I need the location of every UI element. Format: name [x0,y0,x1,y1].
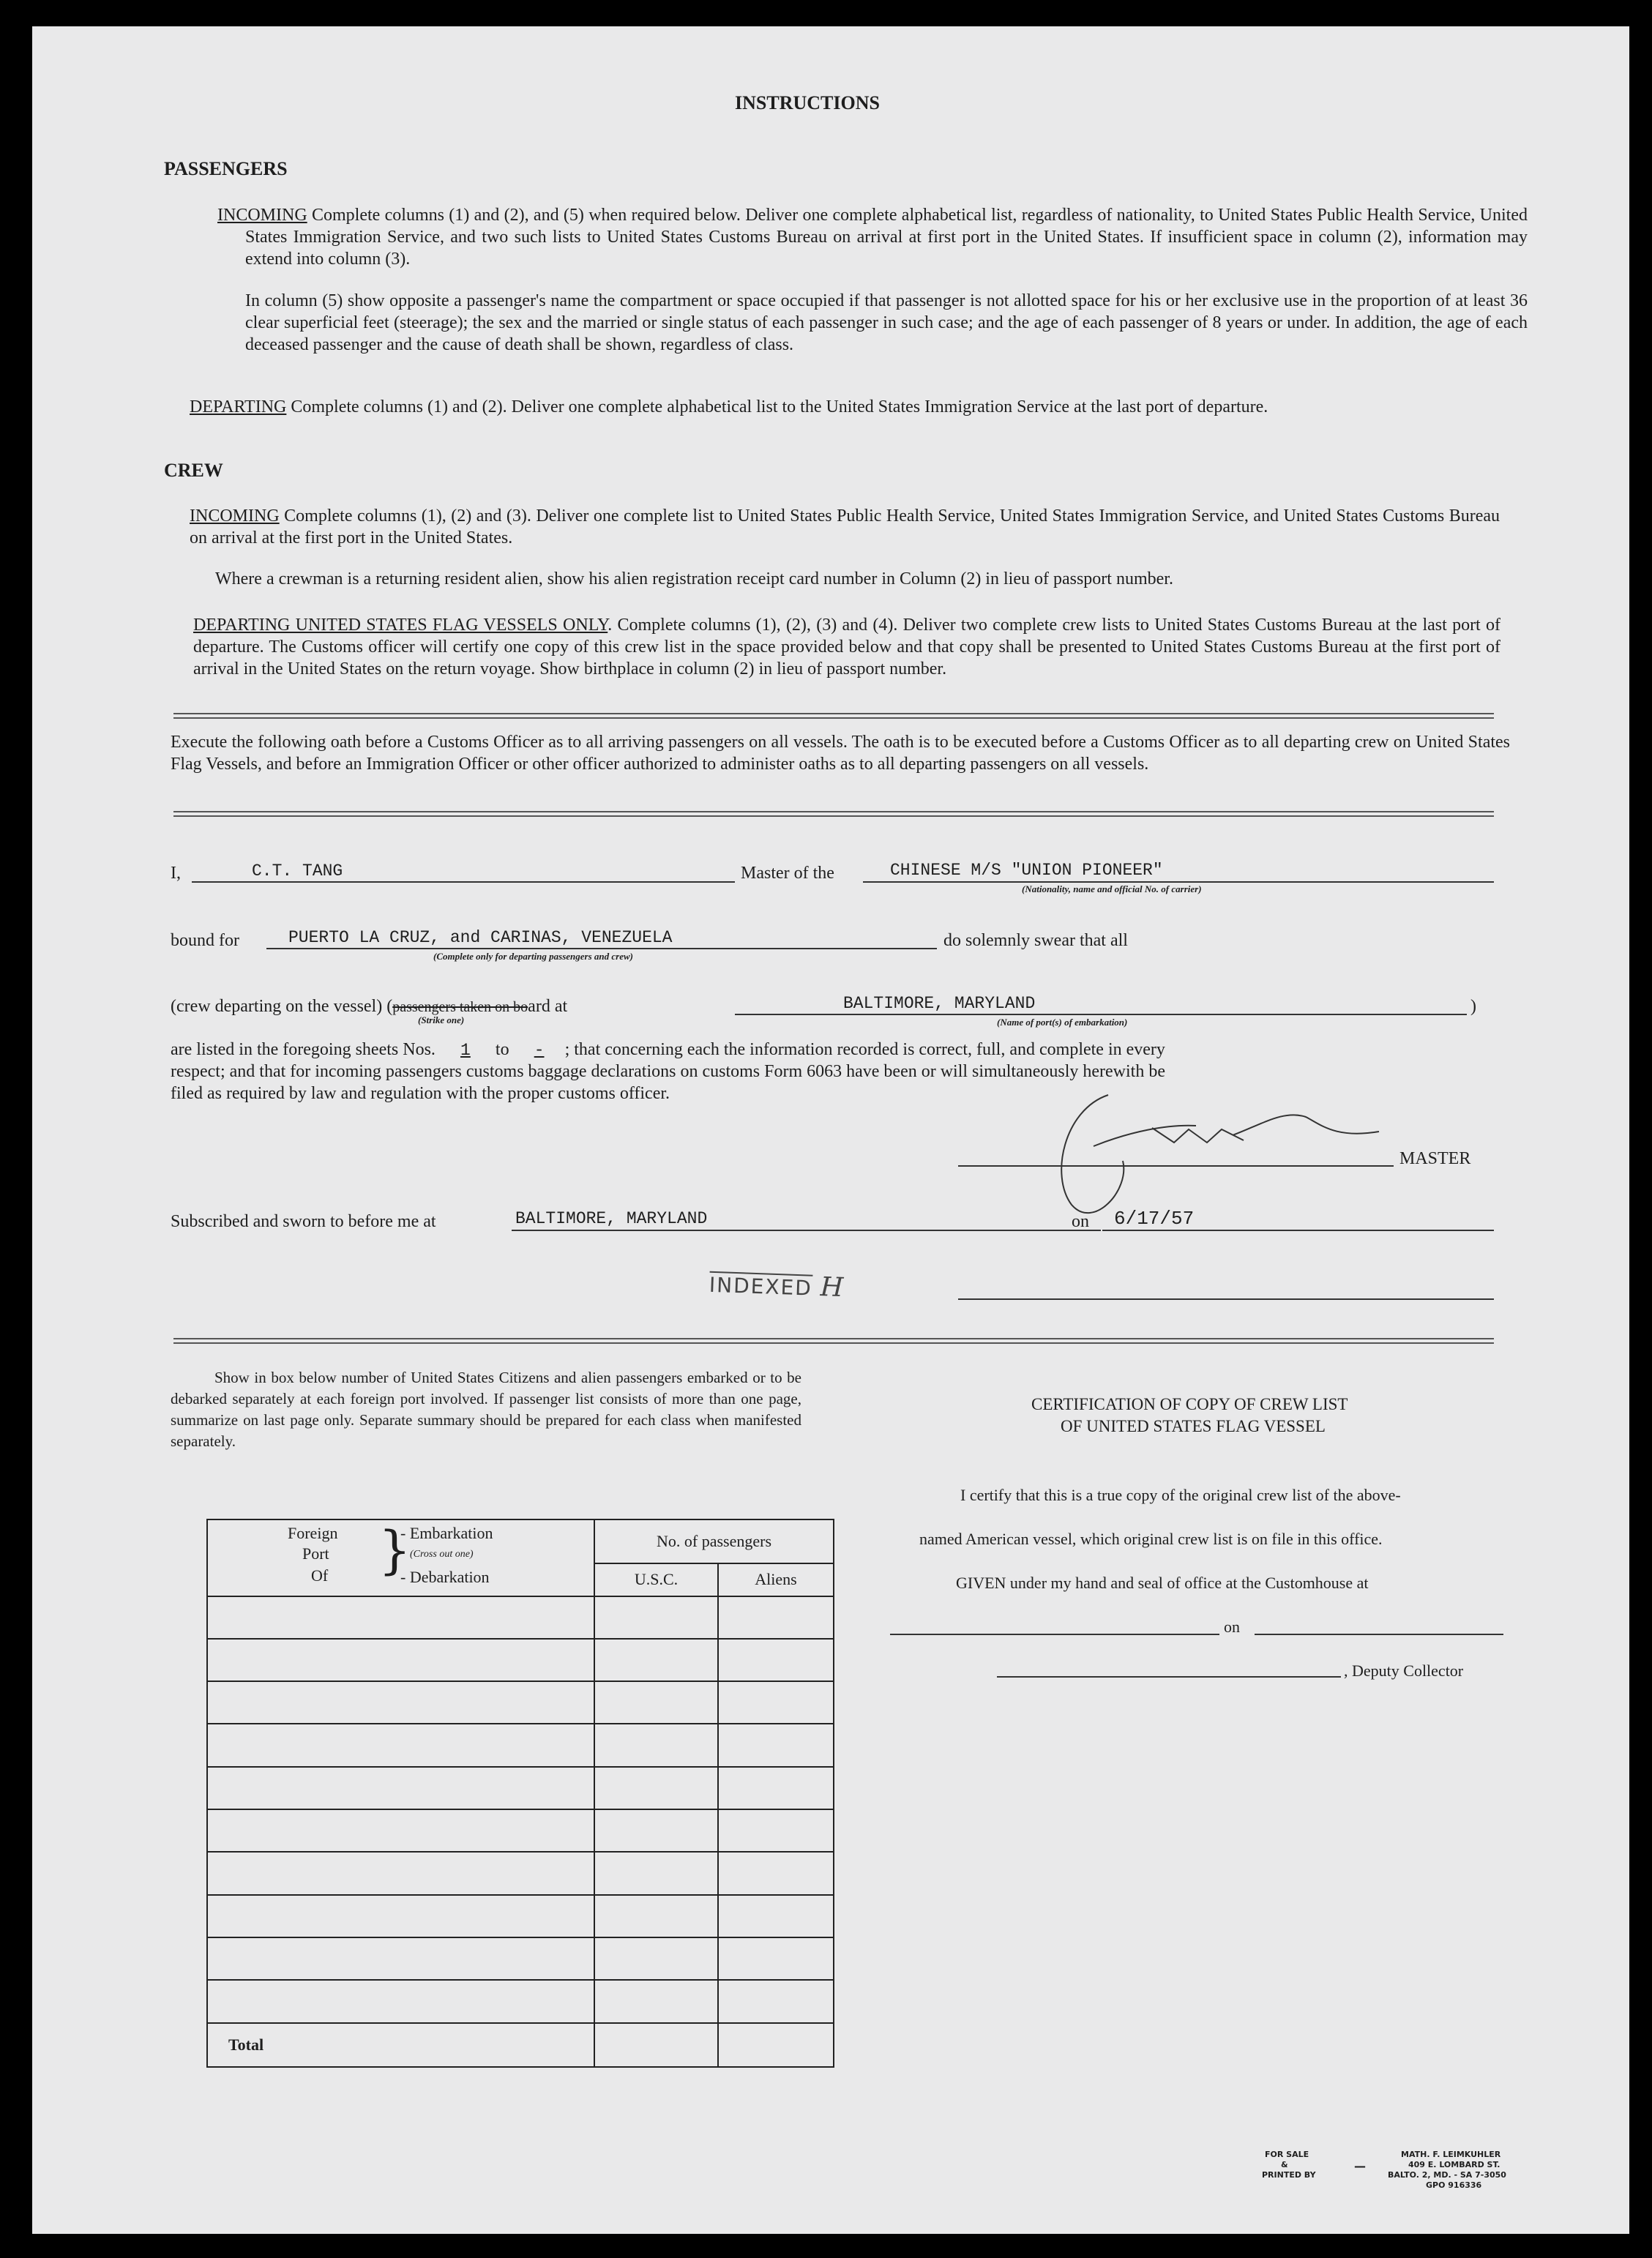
port-cell[interactable] [207,1724,594,1766]
crew-departing-label: DEPARTING UNITED STATES FLAG VESSELS ONLY [193,616,608,635]
master-signature-line [958,1165,1394,1167]
footer-printed-by: PRINTED BY [1262,2170,1316,2180]
footer-for-sale: FOR SALE [1265,2150,1309,2159]
sworn-on-label: on [1072,1212,1089,1231]
port-cell[interactable] [207,1767,594,1809]
destination: PUERTO LA CRUZ, and CARINAS, VENEZUELA [288,928,673,947]
aliens-cell[interactable] [718,1980,834,2022]
table-row [207,1724,834,1766]
certification-date-line [1255,1634,1503,1635]
passengers-incoming-paragraph [217,204,1528,270]
debarkation-label: - Debarkation [400,1568,490,1587]
certification-title-2: OF UNITED STATES FLAG VESSEL [1061,1417,1326,1435]
port-cell[interactable] [207,1809,594,1852]
crew-incoming-label: INCOMING [190,506,280,526]
port-cell[interactable] [207,1681,594,1724]
sworn-date: 6/17/57 [1114,1208,1195,1230]
crew-incoming-paragraph [190,505,1500,549]
passengers-departing-label: DEPARTING [190,397,287,416]
listed-prefix: are listed in the foregoing sheets Nos. [171,1040,436,1059]
table-row [207,1852,834,1894]
table-row [207,1937,834,1980]
certification-title-1: CERTIFICATION OF COPY OF CREW LIST [1031,1395,1348,1413]
aliens-cell[interactable] [718,1937,834,1980]
sworn-date-line [1102,1230,1494,1231]
sworn-place: BALTIMORE, MARYLAND [515,1209,708,1228]
footer-printer-1: MATH. F. LEIMKUHLER [1401,2150,1501,2159]
oath-line-3: filed as required by law and regulation with the proper customs officer. [171,1084,670,1103]
page-title: INSTRUCTIONS [735,92,880,113]
destination-line [266,948,937,949]
footer-gpo: GPO 916336 [1426,2180,1482,2190]
sworn-place-line [512,1230,1101,1231]
destination-caption: (Complete only for departing passengers and crew) [433,951,633,962]
indexed-stamp-text: INDEXED [709,1272,813,1301]
subscribed-label: Subscribed and sworn to before me at [171,1212,436,1231]
crew-departing-text: (crew departing on the vessel) ( [171,997,393,1016]
table-row [207,1809,834,1852]
table-row [207,1681,834,1724]
aliens-cell[interactable] [718,1639,834,1681]
master-name: C.T. TANG [252,861,343,881]
usc-cell[interactable] [594,1980,718,2022]
master-signature [1042,1080,1423,1249]
port-name: BALTIMORE, MARYLAND [843,994,1036,1013]
usc-cell[interactable] [594,1639,718,1681]
passengers-incoming-text: Complete columns (1) and (2), and (5) when required below. Deliver one complete alphabetical list, regardless of nationality, to United States Public Health Service, United States Immigration Service, and two such lists to United States Customs Bureau on arrival at first port in the United States. If insufficient space in column (2), information may extend into column (3). [245,206,1528,269]
port-cell[interactable] [207,1980,594,2022]
certification-on-label: on [1224,1618,1240,1636]
form-page [32,26,1629,2234]
master-label: MASTER [1399,1149,1471,1168]
table-row [207,1639,834,1681]
aliens-cell[interactable] [718,1724,834,1766]
port-line [735,1014,1467,1015]
total-usc-cell[interactable] [594,2023,718,2067]
port-cell[interactable] [207,1852,594,1894]
aliens-cell[interactable] [718,1596,834,1639]
crew-departing-phrase [171,995,567,1018]
certification-line-2: named American vessel, which original crew list is on file in this office. [919,1530,1383,1548]
usc-cell[interactable] [594,1809,718,1852]
table-row [207,1895,834,1937]
crew-departing-text: . Complete columns (1), (2), (3) and (4). Deliver two complete crew lists to United States Customs Bureau at the last port of departure. The Customs officer will certify one copy of this crew list in the space provided below and that copy shall be presented to United States Customs Bureau at the first port of arrival in the United States on the return voyage. Show birthplace in column (2) in lieu of passport number. [193,616,1500,678]
vessel-name: CHINESE M/S "UNION PIONEER" [890,861,1163,880]
listed-rest: ; that concerning each the information recorded is correct, full, and complete in every [564,1040,1165,1059]
passengers-departing-text: Complete columns (1) and (2). Deliver one complete alphabetical list to the United States Immigration Service at the last port of departure. [286,397,1268,416]
usc-cell[interactable] [594,1724,718,1766]
usc-cell[interactable] [594,1767,718,1809]
port-cell[interactable] [207,1596,594,1639]
usc-header: U.S.C. [594,1563,718,1596]
indexed-stamp [709,1268,845,1303]
certification-line-1: I certify that this is a true copy of the original crew list of the above- [960,1486,1401,1504]
total-row [207,2023,834,2067]
crew-departing-paragraph [193,614,1500,680]
embarkation-label: - Embarkation [400,1524,493,1543]
aliens-header: Aliens [718,1563,834,1596]
aliens-cell[interactable] [718,1895,834,1937]
swear-text: do solemnly swear that all [943,931,1128,950]
master-of-label: Master of the [741,864,834,883]
collector-signature-line [958,1298,1494,1300]
indexed-stamp-mark: H [820,1272,845,1304]
footer-printer-2: 409 E. LOMBARD ST. [1408,2160,1500,2169]
table-row [207,1596,834,1639]
table-row [207,1767,834,1809]
total-label: Total [207,2023,594,2067]
port-cell[interactable] [207,1895,594,1937]
struck-passengers-text: passengers taken on bo [392,999,528,1015]
col-foreign: Foreign [288,1524,338,1543]
column5-paragraph: In column (5) show opposite a passenger's name the compartment or space occupied if that passenger is not allotted space for his or her exclusive use in the proportion of at least 36 clear superficial feet (steerage); the sex and the married or single status of each passenger in such case; and the age of each passenger of 8 years or under. In addition, the age of each deceased passenger and the cause of death shall be shown, regardless of class. [245,291,1528,354]
aliens-cell[interactable] [718,1767,834,1809]
sheet-to: - [534,1041,545,1060]
aliens-cell[interactable] [718,1681,834,1724]
crew-heading: CREW [164,460,223,481]
usc-cell[interactable] [594,1895,718,1937]
cross-out-caption: (Cross out one) [410,1549,474,1560]
oath-i-label: I, [171,864,181,883]
passengers-departing-paragraph [190,396,1500,418]
table-row [207,1980,834,2022]
passengers-heading: PASSENGERS [164,158,288,179]
oath-line-2: respect; and that for incoming passengers customs baggage declarations on customs Form 6063 have been or will simultaneously herewith be [171,1062,1165,1081]
divider-1 [173,713,1494,719]
port-header-cell [207,1519,594,1596]
divider-3 [173,1338,1494,1344]
passengers-incoming-label: INCOMING [217,206,307,225]
strike-caption: (Strike one) [418,1014,465,1025]
total-aliens-cell[interactable] [718,2023,834,2067]
footer-amp: & [1281,2160,1288,2169]
ard-at-text: ard at [528,997,568,1016]
deputy-signature-line [997,1676,1341,1678]
port-cell[interactable] [207,1639,594,1681]
sheet-from: 1 [460,1041,471,1060]
vessel-caption: (Nationality, name and official No. of carrier) [1022,883,1202,894]
crew-incoming-text: Complete columns (1), (2) and (3). Deliver one complete list to United States Public Health Service, United States Immigration Service, and United States Customs Bureau on arrival at the first port in the United States. [190,506,1500,547]
summary-instructions: Show in box below number of United States Citizens and alien passengers embarked or to be debarked separately at each foreign port involved. If passenger list consists of more than one page, summarize on last page only. Separate summary should be prepared for each class when manifested separately. [171,1369,801,1450]
close-paren: ) [1470,997,1476,1016]
crew-resident-paragraph: Where a crewman is a returning resident alien, show his alien registration receipt card number in Column (2) in lieu of passport number. [215,569,1173,588]
no-passengers-header: No. of passengers [594,1519,834,1563]
col-of: Of [311,1566,329,1585]
customhouse-line [890,1634,1219,1635]
port-cell[interactable] [207,1937,594,1980]
usc-cell[interactable] [594,1852,718,1894]
port-caption: (Name of port(s) of embarkation) [997,1017,1128,1028]
footer-dash: — [1354,2159,1366,2173]
vessel-line [863,881,1494,883]
certification-line-3: GIVEN under my hand and seal of office at the Customhouse at [956,1574,1369,1592]
passenger-summary-table [206,1519,834,2068]
usc-cell[interactable] [594,1681,718,1724]
master-name-line [192,881,735,883]
to-label: to [495,1040,509,1059]
brace-icon: } [378,1520,411,1581]
oath-instructions: Execute the following oath before a Customs Officer as to all arriving passengers on all vessels. The oath is to be executed before a Customs Officer as to all departing crew on United States Flag Vessels, and before an Immigration Officer or other officer authorized to administer oaths as to all departing passengers on all vessels. [171,733,1510,774]
deputy-collector-label: , Deputy Collector [1344,1661,1464,1680]
usc-cell[interactable] [594,1596,718,1639]
usc-cell[interactable] [594,1937,718,1980]
aliens-cell[interactable] [718,1852,834,1894]
listed-line [171,1039,1165,1061]
footer-printer-3: BALTO. 2, MD. - SA 7-3050 [1388,2170,1506,2180]
bound-for-label: bound for [171,931,239,950]
divider-2 [173,811,1494,817]
col-port: Port [302,1544,329,1563]
aliens-cell[interactable] [718,1809,834,1852]
